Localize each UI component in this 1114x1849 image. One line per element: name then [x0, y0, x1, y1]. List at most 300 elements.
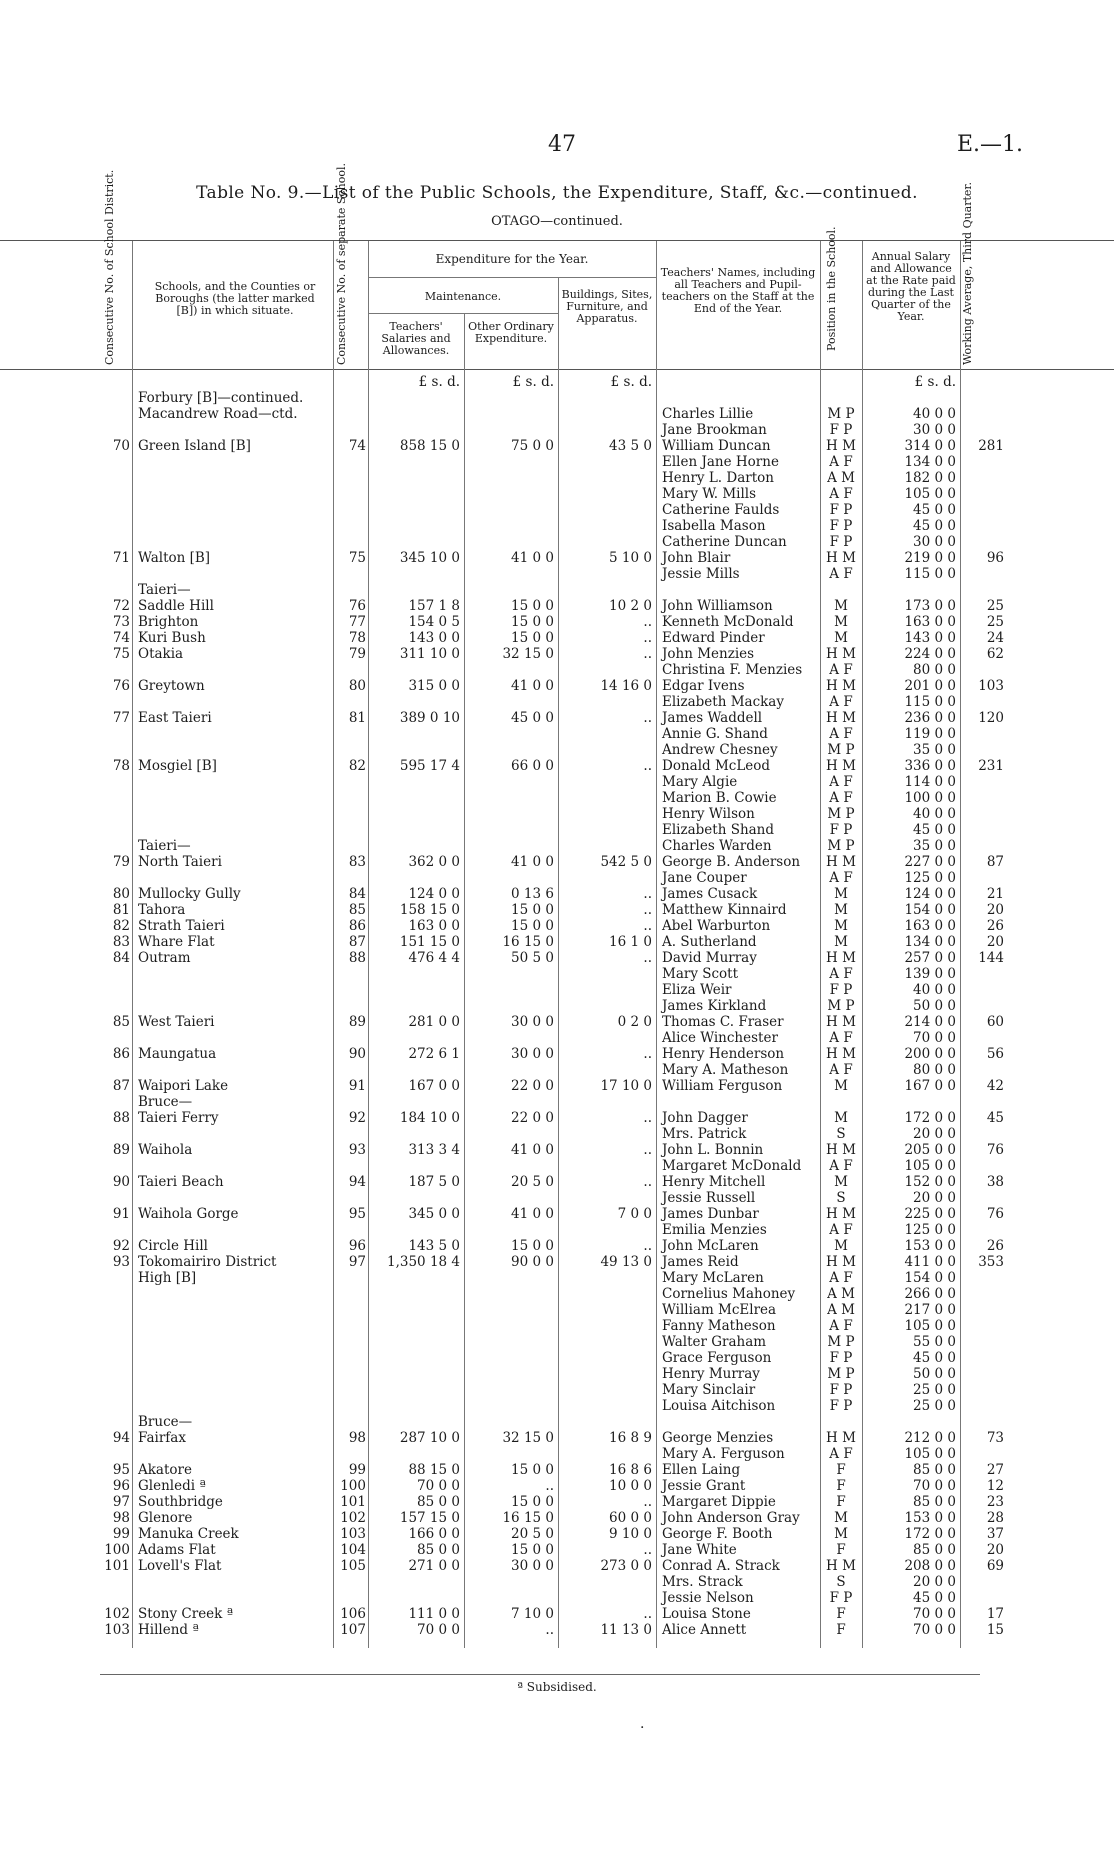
other-expenditure-cell: 22 0 0	[511, 1078, 554, 1094]
teacher-name-cell: Isabella Mason	[662, 518, 766, 534]
annual-salary-cell: 208 0 0	[904, 1558, 956, 1574]
position-cell: A F	[829, 454, 853, 470]
table-row	[0, 1142, 1114, 1158]
annual-salary-cell: 50 0 0	[913, 998, 956, 1014]
teacher-name-cell: John Anderson Gray	[662, 1510, 800, 1526]
average-attendance-cell: 144	[978, 950, 1004, 966]
average-attendance-cell: 231	[978, 758, 1004, 774]
annual-salary-cell: 25 0 0	[913, 1382, 956, 1398]
teacher-name-cell: Andrew Chesney	[662, 742, 778, 758]
table-row	[0, 1590, 1114, 1606]
position-cell: F	[836, 1622, 846, 1638]
page-number: 47	[548, 132, 576, 157]
other-expenditure-cell: 50 5 0	[511, 950, 554, 966]
teacher-name-cell: Edgar Ivens	[662, 678, 745, 694]
header-school-no: Consecutive No. of separate School.	[335, 163, 348, 365]
header-district-no: Consecutive No. of School District.	[103, 169, 116, 365]
teacher-name-cell: Jessie Mills	[662, 566, 740, 582]
annual-salary-cell: 20 0 0	[913, 1190, 956, 1206]
salaries-cell: 184 10 0	[399, 1110, 460, 1126]
region-heading: OTAGO—continued.	[491, 214, 623, 229]
table-row	[0, 854, 1114, 870]
school-name-cell: Southbridge	[138, 1494, 223, 1510]
other-expenditure-cell: 66 0 0	[511, 758, 554, 774]
buildings-cell: ..	[643, 886, 652, 902]
teacher-name-cell: Louisa Aitchison	[662, 1398, 776, 1414]
school-no-cell: 99	[348, 1462, 366, 1478]
table-row	[0, 646, 1114, 662]
school-no-cell: 92	[348, 1110, 366, 1126]
school-no-cell: 102	[340, 1510, 366, 1526]
other-expenditure-cell: 20 5 0	[511, 1526, 554, 1542]
buildings-cell: ..	[643, 630, 652, 646]
salaries-cell: 157 15 0	[399, 1510, 460, 1526]
table-row	[0, 1430, 1114, 1446]
table-row	[0, 1366, 1114, 1382]
teacher-name-cell: Henry Mitchell	[662, 1174, 766, 1190]
district-no-cell: 94	[112, 1430, 130, 1446]
average-attendance-cell: 21	[986, 886, 1004, 902]
school-no-cell: 83	[348, 854, 366, 870]
buildings-cell: 16 8 6	[609, 1462, 652, 1478]
school-name-cell: North Taieri	[138, 854, 222, 870]
annual-salary-cell: 163 0 0	[904, 614, 956, 630]
district-no-cell: 78	[112, 758, 130, 774]
buildings-cell: 273 0 0	[600, 1558, 652, 1574]
position-cell: S	[836, 1190, 846, 1206]
position-cell: M	[834, 886, 848, 902]
annual-salary-cell: 224 0 0	[904, 646, 956, 662]
school-name-cell: Taieri—	[138, 838, 191, 854]
district-no-cell: 90	[112, 1174, 130, 1190]
position-cell: F	[836, 1462, 846, 1478]
district-no-cell: 97	[112, 1494, 130, 1510]
average-attendance-cell: 96	[986, 550, 1004, 566]
average-attendance-cell: 42	[986, 1078, 1004, 1094]
position-cell: M	[834, 598, 848, 614]
other-expenditure-cell: 20 5 0	[511, 1174, 554, 1190]
position-cell: H M	[826, 1430, 856, 1446]
table-row	[0, 1622, 1114, 1638]
annual-salary-cell: 30 0 0	[913, 534, 956, 550]
average-attendance-cell: 38	[986, 1174, 1004, 1190]
district-no-cell: 80	[112, 886, 130, 902]
position-cell: F P	[829, 518, 853, 534]
teacher-name-cell: Jessie Grant	[662, 1478, 746, 1494]
annual-salary-cell: 143 0 0	[904, 630, 956, 646]
position-cell: M P	[827, 1366, 855, 1382]
position-cell: M	[834, 614, 848, 630]
average-attendance-cell: 69	[986, 1558, 1004, 1574]
buildings-cell: 7 0 0	[617, 1206, 652, 1222]
position-cell: A F	[829, 774, 853, 790]
position-cell: S	[836, 1126, 846, 1142]
annual-salary-cell: 182 0 0	[904, 470, 956, 486]
annual-salary-cell: 45 0 0	[913, 518, 956, 534]
average-attendance-cell: 27	[986, 1462, 1004, 1478]
salaries-cell: 345 0 0	[408, 1206, 460, 1222]
footnote: ª Subsidised.	[517, 1680, 597, 1694]
annual-salary-cell: 45 0 0	[913, 502, 956, 518]
school-name-cell: Taieri Ferry	[138, 1110, 219, 1126]
table-row	[0, 694, 1114, 710]
school-no-cell: 75	[348, 550, 366, 566]
school-name-cell: Bruce—	[138, 1094, 193, 1110]
teacher-name-cell: Kenneth McDonald	[662, 614, 794, 630]
school-no-cell: 106	[340, 1606, 366, 1622]
annual-salary-cell: 35 0 0	[913, 742, 956, 758]
table-row	[0, 518, 1114, 534]
teacher-name-cell: Mary W. Mills	[662, 486, 757, 502]
school-no-cell: 85	[348, 902, 366, 918]
district-no-cell: 88	[112, 1110, 130, 1126]
teacher-name-cell: John L. Bonnin	[662, 1142, 764, 1158]
annual-salary-cell: 20 0 0	[913, 1574, 956, 1590]
teacher-name-cell: Elizabeth Shand	[662, 822, 775, 838]
teacher-name-cell: A. Sutherland	[662, 934, 757, 950]
position-cell: F P	[829, 1398, 853, 1414]
other-expenditure-cell: 30 0 0	[511, 1558, 554, 1574]
district-no-cell: 84	[112, 950, 130, 966]
buildings-cell: 10 0 0	[609, 1478, 652, 1494]
salaries-cell: 315 0 0	[408, 678, 460, 694]
annual-salary-cell: 227 0 0	[904, 854, 956, 870]
teacher-name-cell: Mary A. Ferguson	[662, 1446, 785, 1462]
average-attendance-cell: 76	[986, 1142, 1004, 1158]
buildings-cell: ..	[643, 1238, 652, 1254]
district-no-cell: 103	[104, 1622, 130, 1638]
annual-salary-cell: 153 0 0	[904, 1510, 956, 1526]
other-expenditure-cell: 30 0 0	[511, 1014, 554, 1030]
annual-salary-cell: 257 0 0	[904, 950, 956, 966]
position-cell: F P	[829, 1382, 853, 1398]
table-row	[0, 1302, 1114, 1318]
average-attendance-cell: 17	[986, 1606, 1004, 1622]
position-cell: F P	[829, 1350, 853, 1366]
salaries-cell: 70 0 0	[417, 1622, 460, 1638]
table-row	[0, 1062, 1114, 1078]
teacher-name-cell: Mary McLaren	[662, 1270, 764, 1286]
teacher-name-cell: George B. Anderson	[662, 854, 801, 870]
average-attendance-cell: 28	[986, 1510, 1004, 1526]
school-no-cell: 96	[348, 1238, 366, 1254]
school-no-cell: 81	[348, 710, 366, 726]
teacher-name-cell: Eliza Weir	[662, 982, 732, 998]
money-units-salaries: £ s. d.	[418, 374, 460, 390]
district-no-cell: 75	[112, 646, 130, 662]
salaries-cell: 143 5 0	[408, 1238, 460, 1254]
annual-salary-cell: 219 0 0	[904, 550, 956, 566]
salaries-cell: 167 0 0	[408, 1078, 460, 1094]
average-attendance-cell: 120	[978, 710, 1004, 726]
district-no-cell: 76	[112, 678, 130, 694]
annual-salary-cell: 85 0 0	[913, 1542, 956, 1558]
table-row	[0, 1158, 1114, 1174]
teacher-name-cell: Conrad A. Strack	[662, 1558, 780, 1574]
table-row	[0, 1110, 1114, 1126]
teacher-name-cell: George F. Booth	[662, 1526, 773, 1542]
table-row	[0, 822, 1114, 838]
school-no-cell: 86	[348, 918, 366, 934]
other-expenditure-cell: 22 0 0	[511, 1110, 554, 1126]
salaries-cell: 151 15 0	[399, 934, 460, 950]
school-no-cell: 91	[348, 1078, 366, 1094]
buildings-cell: ..	[643, 902, 652, 918]
annual-salary-cell: 212 0 0	[904, 1430, 956, 1446]
teacher-name-cell: Mrs. Strack	[662, 1574, 743, 1590]
salaries-cell: 595 17 4	[399, 758, 460, 774]
position-cell: M	[834, 918, 848, 934]
average-attendance-cell: 76	[986, 1206, 1004, 1222]
position-cell: M P	[827, 998, 855, 1014]
header-maintenance: Maintenance.	[424, 290, 502, 303]
school-name-cell: Green Island [B]	[138, 438, 251, 454]
other-expenditure-cell: 15 0 0	[511, 902, 554, 918]
other-expenditure-cell: 75 0 0	[511, 438, 554, 454]
table-row	[0, 454, 1114, 470]
annual-salary-cell: 225 0 0	[904, 1206, 956, 1222]
position-cell: S	[836, 1574, 846, 1590]
school-name-cell: Walton [B]	[138, 550, 211, 566]
other-expenditure-cell: 15 0 0	[511, 1462, 554, 1478]
table-row	[0, 1094, 1114, 1110]
teacher-name-cell: James Waddell	[662, 710, 763, 726]
school-no-cell: 97	[348, 1254, 366, 1270]
table-row	[0, 550, 1114, 566]
other-expenditure-cell: ..	[545, 1622, 554, 1638]
table-row	[0, 950, 1114, 966]
teacher-name-cell: William Ferguson	[662, 1078, 783, 1094]
header-schools: Schools, and the Counties or Boroughs (the latter marked [B]) in which situate.	[154, 280, 316, 317]
school-name-cell: Tahora	[138, 902, 186, 918]
salaries-cell: 111 0 0	[408, 1606, 460, 1622]
annual-salary-cell: 214 0 0	[904, 1014, 956, 1030]
average-attendance-cell: 87	[986, 854, 1004, 870]
average-attendance-cell: 15	[986, 1622, 1004, 1638]
table-row	[0, 1126, 1114, 1142]
other-expenditure-cell: 15 0 0	[511, 614, 554, 630]
school-no-cell: 94	[348, 1174, 366, 1190]
school-no-cell: 95	[348, 1206, 366, 1222]
position-cell: M	[834, 1110, 848, 1126]
table-row	[0, 1494, 1114, 1510]
school-name-cell: Whare Flat	[138, 934, 215, 950]
position-cell: A F	[829, 1062, 853, 1078]
buildings-cell: ..	[643, 918, 652, 934]
buildings-cell: 14 16 0	[600, 678, 652, 694]
teacher-name-cell: William McElrea	[662, 1302, 777, 1318]
other-expenditure-cell: 41 0 0	[511, 550, 554, 566]
school-no-cell: 90	[348, 1046, 366, 1062]
school-name-cell: Taieri Beach	[138, 1174, 224, 1190]
buildings-cell: ..	[643, 614, 652, 630]
position-cell: M	[834, 630, 848, 646]
money-units-row	[0, 374, 1114, 390]
position-cell: F P	[829, 534, 853, 550]
other-expenditure-cell: 41 0 0	[511, 854, 554, 870]
position-cell: F P	[829, 502, 853, 518]
school-no-cell: 79	[348, 646, 366, 662]
teacher-name-cell: James Reid	[662, 1254, 739, 1270]
annual-salary-cell: 125 0 0	[904, 1222, 956, 1238]
annual-salary-cell: 80 0 0	[913, 1062, 956, 1078]
annual-salary-cell: 85 0 0	[913, 1494, 956, 1510]
school-name-cell: Akatore	[138, 1462, 192, 1478]
buildings-cell: 16 1 0	[609, 934, 652, 950]
teacher-name-cell: Matthew Kinnaird	[662, 902, 787, 918]
annual-salary-cell: 25 0 0	[913, 1398, 956, 1414]
position-cell: H M	[826, 758, 856, 774]
table-row	[0, 470, 1114, 486]
teacher-name-cell: Emilia Menzies	[662, 1222, 767, 1238]
position-cell: M P	[827, 742, 855, 758]
district-no-cell: 101	[104, 1558, 130, 1574]
buildings-cell: ..	[643, 1542, 652, 1558]
table-row	[0, 534, 1114, 550]
position-cell: F	[836, 1606, 846, 1622]
buildings-cell: 43 5 0	[609, 438, 652, 454]
annual-salary-cell: 70 0 0	[913, 1030, 956, 1046]
other-expenditure-cell: 41 0 0	[511, 678, 554, 694]
table-row	[0, 1382, 1114, 1398]
school-name-cell: Lovell's Flat	[138, 1558, 222, 1574]
position-cell: M	[834, 1174, 848, 1190]
table-row	[0, 1318, 1114, 1334]
average-attendance-cell: 37	[986, 1526, 1004, 1542]
school-name-cell: Bruce—	[138, 1414, 193, 1430]
table-row	[0, 1542, 1114, 1558]
annual-salary-cell: 153 0 0	[904, 1238, 956, 1254]
position-cell: H M	[826, 1206, 856, 1222]
table-row	[0, 582, 1114, 598]
annual-salary-cell: 134 0 0	[904, 934, 956, 950]
school-name-cell: Maungatua	[138, 1046, 217, 1062]
average-attendance-cell: 20	[986, 934, 1004, 950]
salaries-cell: 187 5 0	[408, 1174, 460, 1190]
average-attendance-cell: 73	[986, 1430, 1004, 1446]
district-no-cell: 87	[112, 1078, 130, 1094]
other-expenditure-cell: 15 0 0	[511, 1494, 554, 1510]
position-cell: H M	[826, 950, 856, 966]
position-cell: M P	[827, 1334, 855, 1350]
school-name-cell: Waihola	[138, 1142, 193, 1158]
other-expenditure-cell: 15 0 0	[511, 1542, 554, 1558]
other-expenditure-cell: 32 15 0	[502, 1430, 554, 1446]
teacher-name-cell: Grace Ferguson	[662, 1350, 772, 1366]
other-expenditure-cell: 30 0 0	[511, 1046, 554, 1062]
annual-salary-cell: 40 0 0	[913, 806, 956, 822]
average-attendance-cell: 26	[986, 918, 1004, 934]
district-no-cell: 98	[112, 1510, 130, 1526]
teacher-name-cell: John Williamson	[662, 598, 773, 614]
buildings-cell: ..	[643, 1142, 652, 1158]
table-row	[0, 678, 1114, 694]
school-no-cell: 87	[348, 934, 366, 950]
buildings-cell: ..	[643, 758, 652, 774]
annual-salary-cell: 205 0 0	[904, 1142, 956, 1158]
teacher-name-cell: Elizabeth Mackay	[662, 694, 784, 710]
position-cell: A M	[827, 1286, 855, 1302]
table-row	[0, 438, 1114, 454]
average-attendance-cell: 103	[978, 678, 1004, 694]
salaries-cell: 313 3 4	[408, 1142, 460, 1158]
teacher-name-cell: George Menzies	[662, 1430, 774, 1446]
teacher-name-cell: Henry Wilson	[662, 806, 755, 822]
buildings-cell: ..	[643, 1174, 652, 1190]
school-no-cell: 80	[348, 678, 366, 694]
position-cell: F P	[829, 422, 853, 438]
school-name-cell: East Taieri	[138, 710, 212, 726]
table-row	[0, 726, 1114, 742]
annual-salary-cell: 105 0 0	[904, 1158, 956, 1174]
district-no-cell: 83	[112, 934, 130, 950]
position-cell: H M	[826, 1014, 856, 1030]
table-row	[0, 1206, 1114, 1222]
other-expenditure-cell: 15 0 0	[511, 1238, 554, 1254]
annual-salary-cell: 115 0 0	[904, 694, 956, 710]
table-row	[0, 1414, 1114, 1430]
district-no-cell: 92	[112, 1238, 130, 1254]
buildings-cell: ..	[643, 1110, 652, 1126]
teacher-name-cell: John Blair	[662, 550, 731, 566]
position-cell: M	[834, 1238, 848, 1254]
position-cell: A M	[827, 1302, 855, 1318]
position-cell: M	[834, 1078, 848, 1094]
teacher-name-cell: Henry Henderson	[662, 1046, 785, 1062]
annual-salary-cell: 70 0 0	[913, 1606, 956, 1622]
salaries-cell: 287 10 0	[399, 1430, 460, 1446]
salaries-cell: 345 10 0	[399, 550, 460, 566]
teacher-name-cell: Christina F. Menzies	[662, 662, 803, 678]
header-average: Working Average, Third Quarter.	[961, 182, 974, 365]
teacher-name-cell: Catherine Duncan	[662, 534, 787, 550]
annual-salary-cell: 173 0 0	[904, 598, 956, 614]
buildings-cell: 10 2 0	[609, 598, 652, 614]
table-row	[0, 1350, 1114, 1366]
teacher-name-cell: Charles Warden	[662, 838, 772, 854]
header-buildings: Buildings, Sites, Furniture, and Apparatus.	[561, 288, 653, 325]
table-row	[0, 1398, 1114, 1414]
district-no-cell: 70	[112, 438, 130, 454]
school-no-cell: 98	[348, 1430, 366, 1446]
teacher-name-cell: James Cusack	[662, 886, 758, 902]
money-units-buildings: £ s. d.	[610, 374, 652, 390]
teacher-name-cell: Margaret McDonald	[662, 1158, 802, 1174]
annual-salary-cell: 411 0 0	[904, 1254, 956, 1270]
school-no-cell: 77	[348, 614, 366, 630]
other-expenditure-cell: 15 0 0	[511, 630, 554, 646]
district-no-cell: 81	[112, 902, 130, 918]
table-row	[0, 1270, 1114, 1286]
header-other: Other Ordinary Expenditure.	[468, 320, 554, 345]
buildings-cell: 5 10 0	[609, 550, 652, 566]
other-expenditure-cell: 0 13 6	[511, 886, 554, 902]
salaries-cell: 143 0 0	[408, 630, 460, 646]
district-no-cell: 102	[104, 1606, 130, 1622]
position-cell: F P	[829, 1590, 853, 1606]
position-cell: M	[834, 1526, 848, 1542]
table-row	[0, 902, 1114, 918]
position-cell: A F	[829, 1270, 853, 1286]
district-no-cell: 96	[112, 1478, 130, 1494]
annual-salary-cell: 40 0 0	[913, 406, 956, 422]
school-name-cell: Mosgiel [B]	[138, 758, 217, 774]
table-body	[0, 368, 1114, 1648]
position-cell: A F	[829, 1318, 853, 1334]
table-row	[0, 1606, 1114, 1622]
table-row	[0, 422, 1114, 438]
school-name-cell: Waipori Lake	[138, 1078, 229, 1094]
